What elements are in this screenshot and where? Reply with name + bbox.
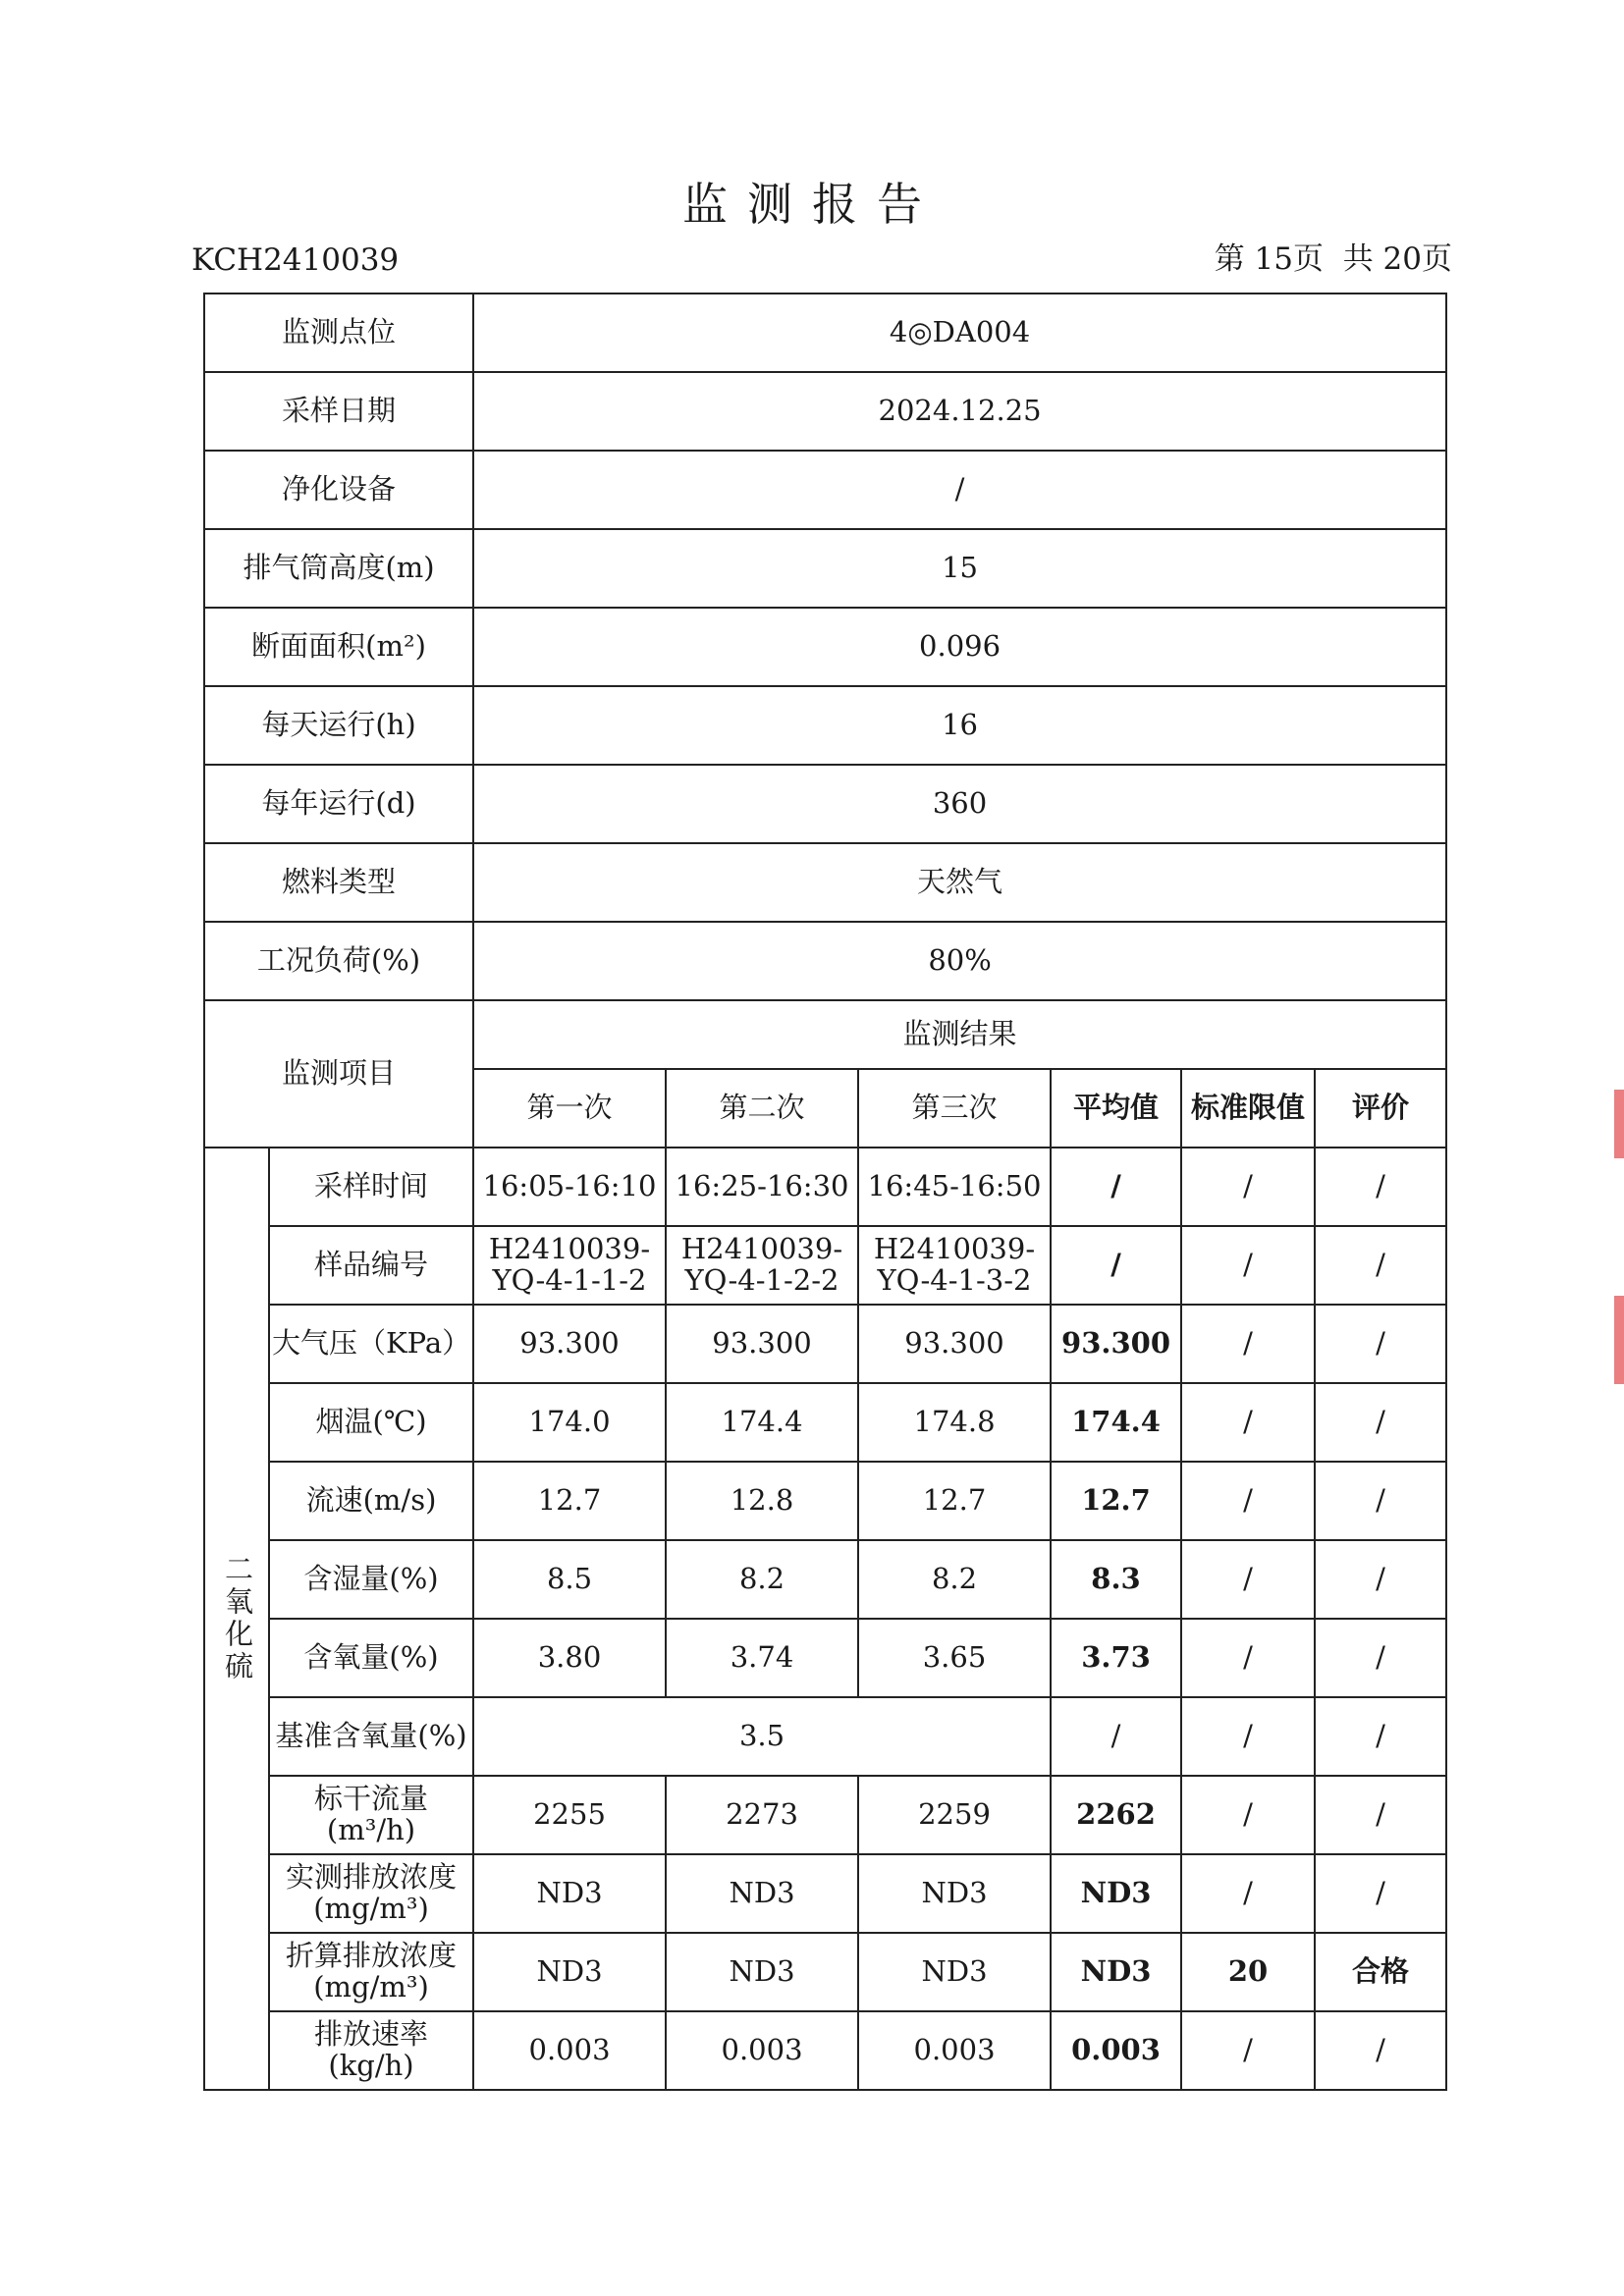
info-label: 监测点位 — [204, 294, 473, 372]
result-row — [204, 1226, 1446, 1305]
info-row — [204, 294, 1446, 372]
info-label: 工况负荷(%) — [204, 922, 473, 1000]
info-value: 360 — [473, 765, 1446, 843]
results-header-row — [204, 1000, 1446, 1069]
page-indicator: 第 15页 共 20页 — [1214, 241, 1452, 277]
result-row — [204, 1776, 1446, 1854]
info-row — [204, 922, 1446, 1000]
evaluation-value: / — [1315, 1383, 1446, 1462]
value-1: 16:05-16:10 — [473, 1148, 666, 1226]
row-label: 样品编号 — [269, 1226, 473, 1305]
value-3: ND3 — [858, 1933, 1051, 2011]
info-label: 断面面积(m²) — [204, 608, 473, 686]
seal-edge-mark — [1614, 1090, 1624, 1158]
row-label: 实测排放浓度(mg/m³) — [269, 1854, 473, 1933]
result-row — [204, 1305, 1446, 1383]
result-row — [204, 1462, 1446, 1540]
value-3: 16:45-16:50 — [858, 1148, 1051, 1226]
result-row — [204, 1854, 1446, 1933]
row-label: 大气压（KPa） — [269, 1305, 473, 1383]
limit-value: / — [1181, 1540, 1315, 1619]
value-1: 0.003 — [473, 2011, 666, 2090]
value-1: 93.300 — [473, 1305, 666, 1383]
result-row — [204, 2011, 1446, 2090]
value-2: 174.4 — [666, 1383, 858, 1462]
row-label: 烟温(℃) — [269, 1383, 473, 1462]
value-1: 174.0 — [473, 1383, 666, 1462]
value-1: ND3 — [473, 1933, 666, 2011]
result-row — [204, 1383, 1446, 1462]
row-label: 折算排放浓度(mg/m³) — [269, 1933, 473, 2011]
value-1: 2255 — [473, 1776, 666, 1854]
info-value: 80% — [473, 922, 1446, 1000]
value-3: 174.8 — [858, 1383, 1051, 1462]
value-3: 12.7 — [858, 1462, 1051, 1540]
result-header: 监测结果 — [473, 1000, 1446, 1069]
info-value: 4◎DA004 — [473, 294, 1446, 372]
value-3: 2259 — [858, 1776, 1051, 1854]
evaluation-value: / — [1315, 1305, 1446, 1383]
info-label: 燃料类型 — [204, 843, 473, 922]
evaluation-value: / — [1315, 1148, 1446, 1226]
col-header-1: 第一次 — [473, 1069, 666, 1148]
evaluation-value: / — [1315, 1226, 1446, 1305]
value-3: 8.2 — [858, 1540, 1051, 1619]
average-value: 0.003 — [1051, 2011, 1181, 2090]
evaluation-value: / — [1315, 2011, 1446, 2090]
limit-value: 20 — [1181, 1933, 1315, 2011]
evaluation-value: / — [1315, 1854, 1446, 1933]
average-value: 174.4 — [1051, 1383, 1181, 1462]
evaluation-value: / — [1315, 1540, 1446, 1619]
value-2: 8.2 — [666, 1540, 858, 1619]
evaluation-value: / — [1315, 1776, 1446, 1854]
average-value: / — [1051, 1226, 1181, 1305]
col-header-2: 第二次 — [666, 1069, 858, 1148]
seal-edge-mark — [1614, 1296, 1624, 1384]
value-3: 93.300 — [858, 1305, 1051, 1383]
info-value: 2024.12.25 — [473, 372, 1446, 451]
info-value: 15 — [473, 529, 1446, 608]
row-label: 采样时间 — [269, 1148, 473, 1226]
row-label: 排放速率(kg/h) — [269, 2011, 473, 2090]
average-value: 12.7 — [1051, 1462, 1181, 1540]
report-number: KCH2410039 — [191, 242, 400, 278]
info-row — [204, 372, 1446, 451]
info-label: 采样日期 — [204, 372, 473, 451]
info-row — [204, 529, 1446, 608]
value-2: 12.8 — [666, 1462, 858, 1540]
value-3: ND3 — [858, 1854, 1051, 1933]
info-label: 每天运行(h) — [204, 686, 473, 765]
value-2: ND3 — [666, 1854, 858, 1933]
info-value: 16 — [473, 686, 1446, 765]
info-label: 净化设备 — [204, 451, 473, 529]
col-header-limit: 标准限值 — [1181, 1069, 1315, 1148]
limit-value: / — [1181, 1383, 1315, 1462]
evaluation-value: / — [1315, 1619, 1446, 1697]
limit-value: / — [1181, 1305, 1315, 1383]
value-2: 2273 — [666, 1776, 858, 1854]
average-value: 93.300 — [1051, 1305, 1181, 1383]
col-header-evaluation: 评价 — [1315, 1069, 1446, 1148]
limit-value: / — [1181, 1462, 1315, 1540]
limit-value: / — [1181, 1619, 1315, 1697]
evaluation-value: 合格 — [1315, 1933, 1446, 2011]
info-value: / — [473, 451, 1446, 529]
value-1: ND3 — [473, 1854, 666, 1933]
average-value: ND3 — [1051, 1933, 1181, 2011]
reference-oxygen-value: 3.5 — [473, 1697, 1051, 1776]
limit-value: / — [1181, 1226, 1315, 1305]
limit-value: / — [1181, 1697, 1315, 1776]
item-header: 监测项目 — [204, 1000, 473, 1148]
info-value: 天然气 — [473, 843, 1446, 922]
value-2: 0.003 — [666, 2011, 858, 2090]
value-2: 3.74 — [666, 1619, 858, 1697]
value-3: H2410039-YQ-4-1-3-2 — [858, 1226, 1051, 1305]
average-value: / — [1051, 1148, 1181, 1226]
value-1: 8.5 — [473, 1540, 666, 1619]
value-2: 16:25-16:30 — [666, 1148, 858, 1226]
result-row — [204, 1540, 1446, 1619]
value-1: 12.7 — [473, 1462, 666, 1540]
value-3: 3.65 — [858, 1619, 1051, 1697]
value-3: 0.003 — [858, 2011, 1051, 2090]
pollutant-group: 二氧化硫 — [204, 1148, 269, 2090]
col-header-3: 第三次 — [858, 1069, 1051, 1148]
row-label: 标干流量(m³/h) — [269, 1776, 473, 1854]
row-label: 流速(m/s) — [269, 1462, 473, 1540]
row-label: 含湿量(%) — [269, 1540, 473, 1619]
info-row — [204, 843, 1446, 922]
info-row — [204, 451, 1446, 529]
average-value: 8.3 — [1051, 1540, 1181, 1619]
row-label: 基准含氧量(%) — [269, 1697, 473, 1776]
limit-value: / — [1181, 1776, 1315, 1854]
value-2: H2410039-YQ-4-1-2-2 — [666, 1226, 858, 1305]
report-title: 监测报告 — [682, 178, 942, 231]
evaluation-value: / — [1315, 1462, 1446, 1540]
result-row — [204, 1619, 1446, 1697]
average-value: ND3 — [1051, 1854, 1181, 1933]
average-value: 3.73 — [1051, 1619, 1181, 1697]
average-value: / — [1051, 1697, 1181, 1776]
info-value: 0.096 — [473, 608, 1446, 686]
row-label: 含氧量(%) — [269, 1619, 473, 1697]
col-header-average: 平均值 — [1051, 1069, 1181, 1148]
info-row — [204, 686, 1446, 765]
info-row — [204, 765, 1446, 843]
result-row — [204, 1933, 1446, 2011]
info-label: 排气筒高度(m) — [204, 529, 473, 608]
value-2: ND3 — [666, 1933, 858, 2011]
monitoring-table — [203, 293, 1447, 2091]
info-label: 每年运行(d) — [204, 765, 473, 843]
evaluation-value: / — [1315, 1697, 1446, 1776]
average-value: 2262 — [1051, 1776, 1181, 1854]
value-2: 93.300 — [666, 1305, 858, 1383]
value-1: 3.80 — [473, 1619, 666, 1697]
info-row — [204, 608, 1446, 686]
limit-value: / — [1181, 1854, 1315, 1933]
limit-value: / — [1181, 1148, 1315, 1226]
result-row — [204, 1148, 1446, 1226]
value-1: H2410039-YQ-4-1-1-2 — [473, 1226, 666, 1305]
result-row — [204, 1697, 1446, 1776]
limit-value: / — [1181, 2011, 1315, 2090]
